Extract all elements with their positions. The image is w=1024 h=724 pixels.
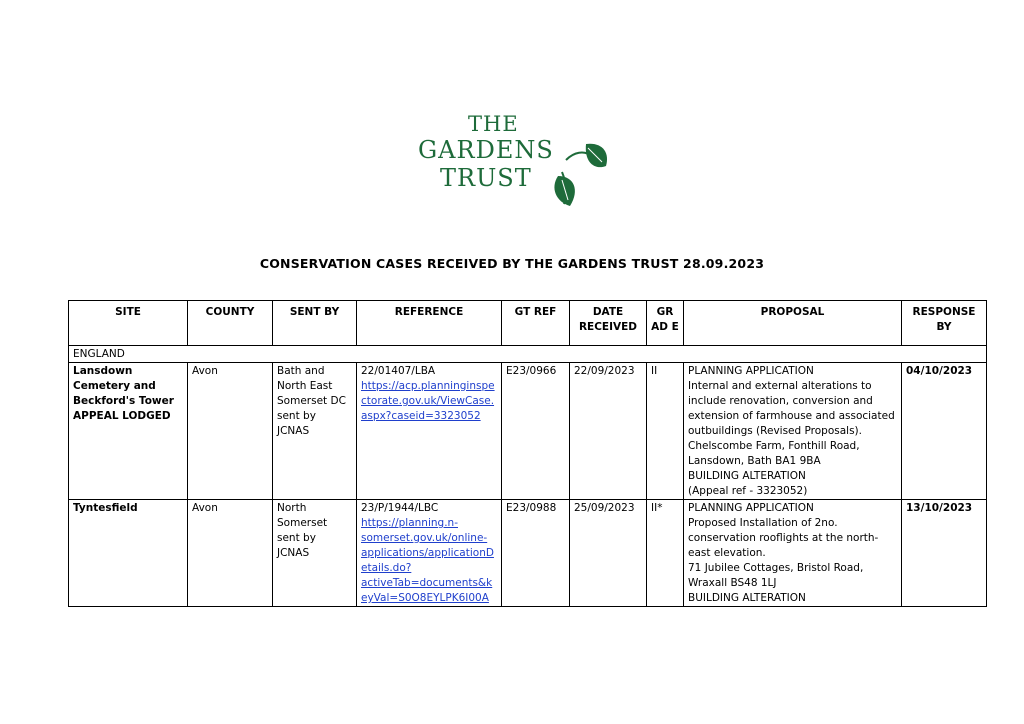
site-status: APPEAL LODGED: [73, 410, 171, 422]
sent-by-line: Bath and: [277, 365, 325, 377]
section-england: ENGLAND: [69, 346, 987, 363]
cell-sent-by: [273, 500, 357, 607]
cell-proposal: [684, 500, 902, 607]
proposal-description: Internal and external alterations to include renovation, conversion and extension of farmhouse and associated outbuildings (Revised Proposals).: [688, 380, 895, 437]
cell-gt-ref: E23/0966: [502, 363, 570, 500]
cell-date-received: 22/09/2023: [570, 363, 647, 500]
reference-code: 22/01407/LBA: [361, 365, 436, 377]
table-header-row: [69, 301, 987, 346]
reference-code: 23/P/1944/LBC: [361, 502, 439, 514]
site-line: Tyntesfield: [73, 502, 138, 514]
sent-by-line: sent by: [277, 532, 316, 544]
proposal-type: PLANNING APPLICATION: [688, 502, 814, 514]
proposal-appeal-ref: (Appeal ref - 3323052): [688, 485, 808, 497]
proposal-category: BUILDING ALTERATION: [688, 592, 806, 604]
section-row: [69, 346, 987, 363]
proposal-description: Proposed Installation of 2no. conservation rooflights at the north-east elevation.: [688, 517, 879, 559]
header-proposal: PROPOSAL: [684, 301, 902, 346]
header-gt-ref: GT REF: [502, 301, 570, 346]
cell-site: [69, 363, 188, 500]
sent-by-line: JCNAS: [277, 425, 310, 437]
site-line: Cemetery and: [73, 380, 156, 392]
header-grade: GR AD E: [647, 301, 684, 346]
cell-reference: [357, 500, 502, 607]
header-sent-by: SENT BY: [273, 301, 357, 346]
gardens-trust-logo: [416, 112, 616, 212]
reference-link[interactable]: https://acp.planninginspectorate.gov.uk/ViewCase.aspx?caseid=3323052: [361, 380, 495, 422]
cell-reference: [357, 363, 502, 500]
cell-grade: II*: [647, 500, 684, 607]
table-row: [69, 500, 987, 607]
reference-link[interactable]: https://planning.n-somerset.gov.uk/online-applications/applicationDetails.do?activeTab=documents&keyVal=S0O8EYLPK6I00A: [361, 517, 494, 604]
cell-response-by: 04/10/2023: [902, 363, 987, 500]
proposal-category: BUILDING ALTERATION: [688, 470, 806, 482]
table-row: [69, 363, 987, 500]
sent-by-line: JCNAS: [277, 547, 310, 559]
proposal-address: 71 Jubilee Cottages, Bristol Road, Wraxall BS48 1LJ: [688, 562, 864, 589]
header-date-received: DATE RECEIVED: [570, 301, 647, 346]
cell-gt-ref: E23/0988: [502, 500, 570, 607]
site-line: Beckford's Tower: [73, 395, 174, 407]
sent-by-line: Somerset: [277, 517, 328, 529]
cell-grade: II: [647, 363, 684, 500]
document-title: CONSERVATION CASES RECEIVED BY THE GARDENS TRUST 28.09.2023: [259, 256, 765, 271]
header-county: COUNTY: [188, 301, 273, 346]
logo-text-gardens: GARDENS: [418, 136, 554, 164]
cell-county: Avon: [188, 500, 273, 607]
cell-county: Avon: [188, 363, 273, 500]
header-response-by: RESPONSE BY: [902, 301, 987, 346]
cell-site: [69, 500, 188, 607]
logo-text-the: THE: [468, 112, 519, 136]
proposal-type: PLANNING APPLICATION: [688, 365, 814, 377]
cell-date-received: 25/09/2023: [570, 500, 647, 607]
logo-text-trust: TRUST: [440, 164, 532, 192]
header-reference: REFERENCE: [357, 301, 502, 346]
sent-by-line: sent by: [277, 410, 316, 422]
sent-by-line: Somerset DC: [277, 395, 346, 407]
cell-sent-by: [273, 363, 357, 500]
proposal-address: Chelscombe Farm, Fonthill Road, Lansdown, Bath BA1 9BA: [688, 440, 860, 467]
sent-by-line: North: [277, 502, 307, 514]
sent-by-line: North East: [277, 380, 333, 392]
cell-response-by: 13/10/2023: [902, 500, 987, 607]
conservation-cases-table: [68, 300, 987, 607]
header-site: SITE: [69, 301, 188, 346]
site-line: Lansdown: [73, 365, 133, 377]
cell-proposal: [684, 363, 902, 500]
